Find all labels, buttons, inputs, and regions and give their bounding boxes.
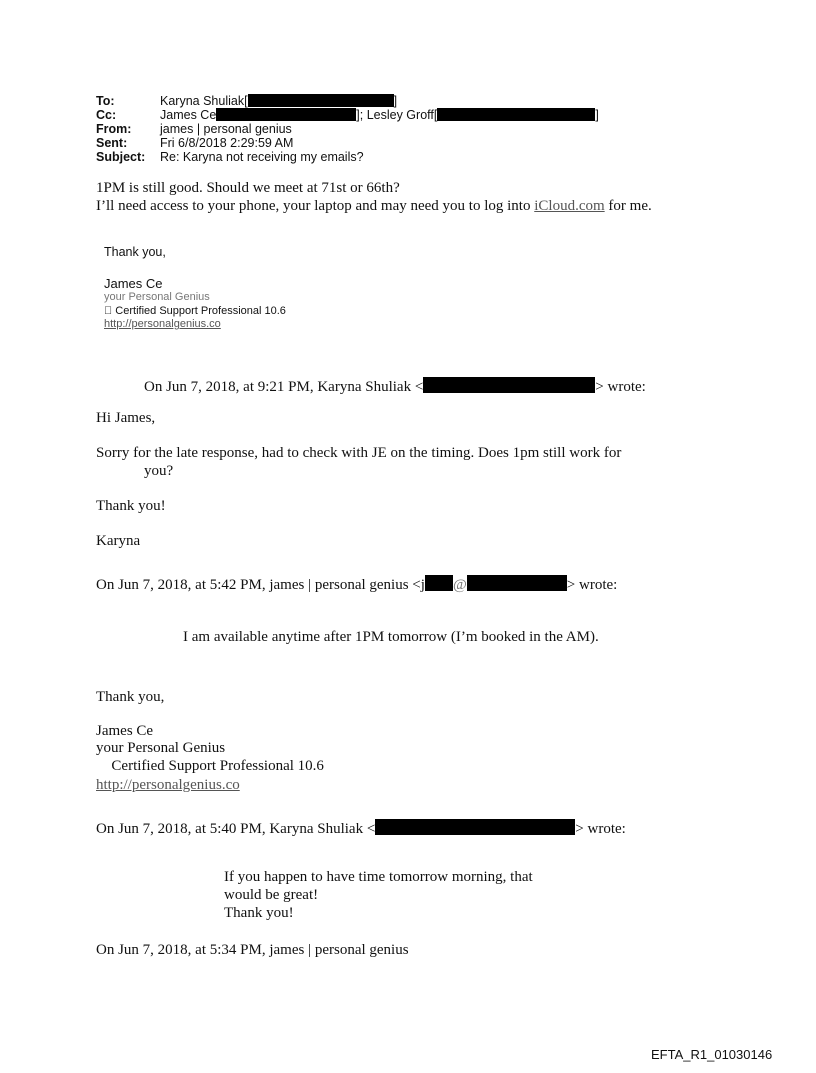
bracket: ]	[595, 108, 599, 122]
body-line-2	[96, 198, 652, 215]
sent-value: Fri 6/8/2018 2:29:59 AM	[160, 136, 294, 150]
signature-thanks: Thank you,	[104, 245, 166, 259]
quote-header-text: On Jun 7, 2018, at 9:21 PM, Karyna Shuliak <	[144, 379, 424, 395]
body-line-1: 1PM is still good. Should we meet at 71st or 66th?	[96, 180, 400, 196]
signature-name: James Ce	[104, 276, 163, 291]
to-label: To:	[96, 94, 115, 108]
body-text: I’ll need access to your phone, your laptop and may need you to log into	[96, 198, 535, 214]
quote2-sig-name: James Ce	[96, 723, 154, 739]
quote4-header: On Jun 7, 2018, at 5:34 PM, james | personal genius	[96, 942, 409, 958]
quote2-header	[96, 575, 617, 594]
redaction	[423, 377, 595, 393]
from-value: james | personal genius	[160, 122, 292, 136]
redaction	[216, 108, 356, 121]
redaction	[425, 575, 453, 591]
quote-header-text: On Jun 7, 2018, at 5:42 PM, james | personal genius <j	[96, 577, 425, 593]
quote3-body-1: If you happen to have time tomorrow morning, that	[224, 869, 533, 885]
quote3-body-2: would be great!	[224, 887, 319, 903]
quote2-body: I am available anytime after 1PM tomorrow (I’m booked in the AM).	[183, 629, 599, 645]
body-text: for me.	[604, 198, 652, 214]
quote1-greeting: Hi James,	[96, 410, 156, 426]
quote3-header	[96, 819, 626, 838]
redaction	[248, 94, 394, 107]
signature-cert: Certified Support Professional 10.6	[104, 305, 275, 317]
quote2-sig-title: your Personal Genius	[96, 740, 226, 756]
quote3-body-3: Thank you!	[224, 905, 294, 921]
subject-label: Subject:	[96, 150, 146, 164]
redaction	[437, 108, 595, 121]
icloud-link[interactable]: iCloud.com	[534, 198, 605, 214]
quote1-body-2: you?	[144, 463, 174, 479]
bracket: ]	[393, 94, 398, 108]
from-label: From:	[96, 122, 132, 136]
sent-label: Sent:	[96, 136, 128, 150]
redaction	[375, 819, 575, 835]
to-name: Karyna Shuliak[	[160, 94, 248, 108]
quote1-body-1: Sorry for the late response, had to check with JE on the timing. Does 1pm still work for	[96, 445, 622, 461]
cc-name: James Ce	[160, 108, 217, 122]
document-id: EFTA_R1_01030146	[651, 1047, 773, 1062]
quote-header-text: > wrote:	[575, 821, 626, 837]
quote1-sign: Karyna	[96, 533, 141, 549]
quote2-sig-cert: Certified Support Professional 10.6	[96, 758, 309, 774]
cc-label: Cc:	[96, 108, 117, 122]
quote1-header	[144, 377, 646, 396]
signature-url-link[interactable]: http://personalgenius.co	[104, 318, 221, 330]
cc-separator: ]; Lesley Groff[	[356, 108, 438, 122]
quote1-thanks: Thank you!	[96, 498, 166, 514]
subject-value: Re: Karyna not receiving my emails?	[160, 150, 364, 164]
quote2-sig-url-link[interactable]: http://personalgenius.co	[96, 777, 240, 793]
quote2-thanks: Thank you,	[96, 689, 165, 705]
signature-title: your Personal Genius	[104, 291, 210, 303]
quote-header-text: On Jun 7, 2018, at 5:40 PM, Karyna Shuliak <	[96, 821, 376, 837]
quote-header-text: > wrote:	[566, 577, 618, 593]
at-sign: @	[452, 577, 467, 593]
redaction	[467, 575, 567, 591]
quote-header-text: > wrote:	[595, 379, 646, 395]
